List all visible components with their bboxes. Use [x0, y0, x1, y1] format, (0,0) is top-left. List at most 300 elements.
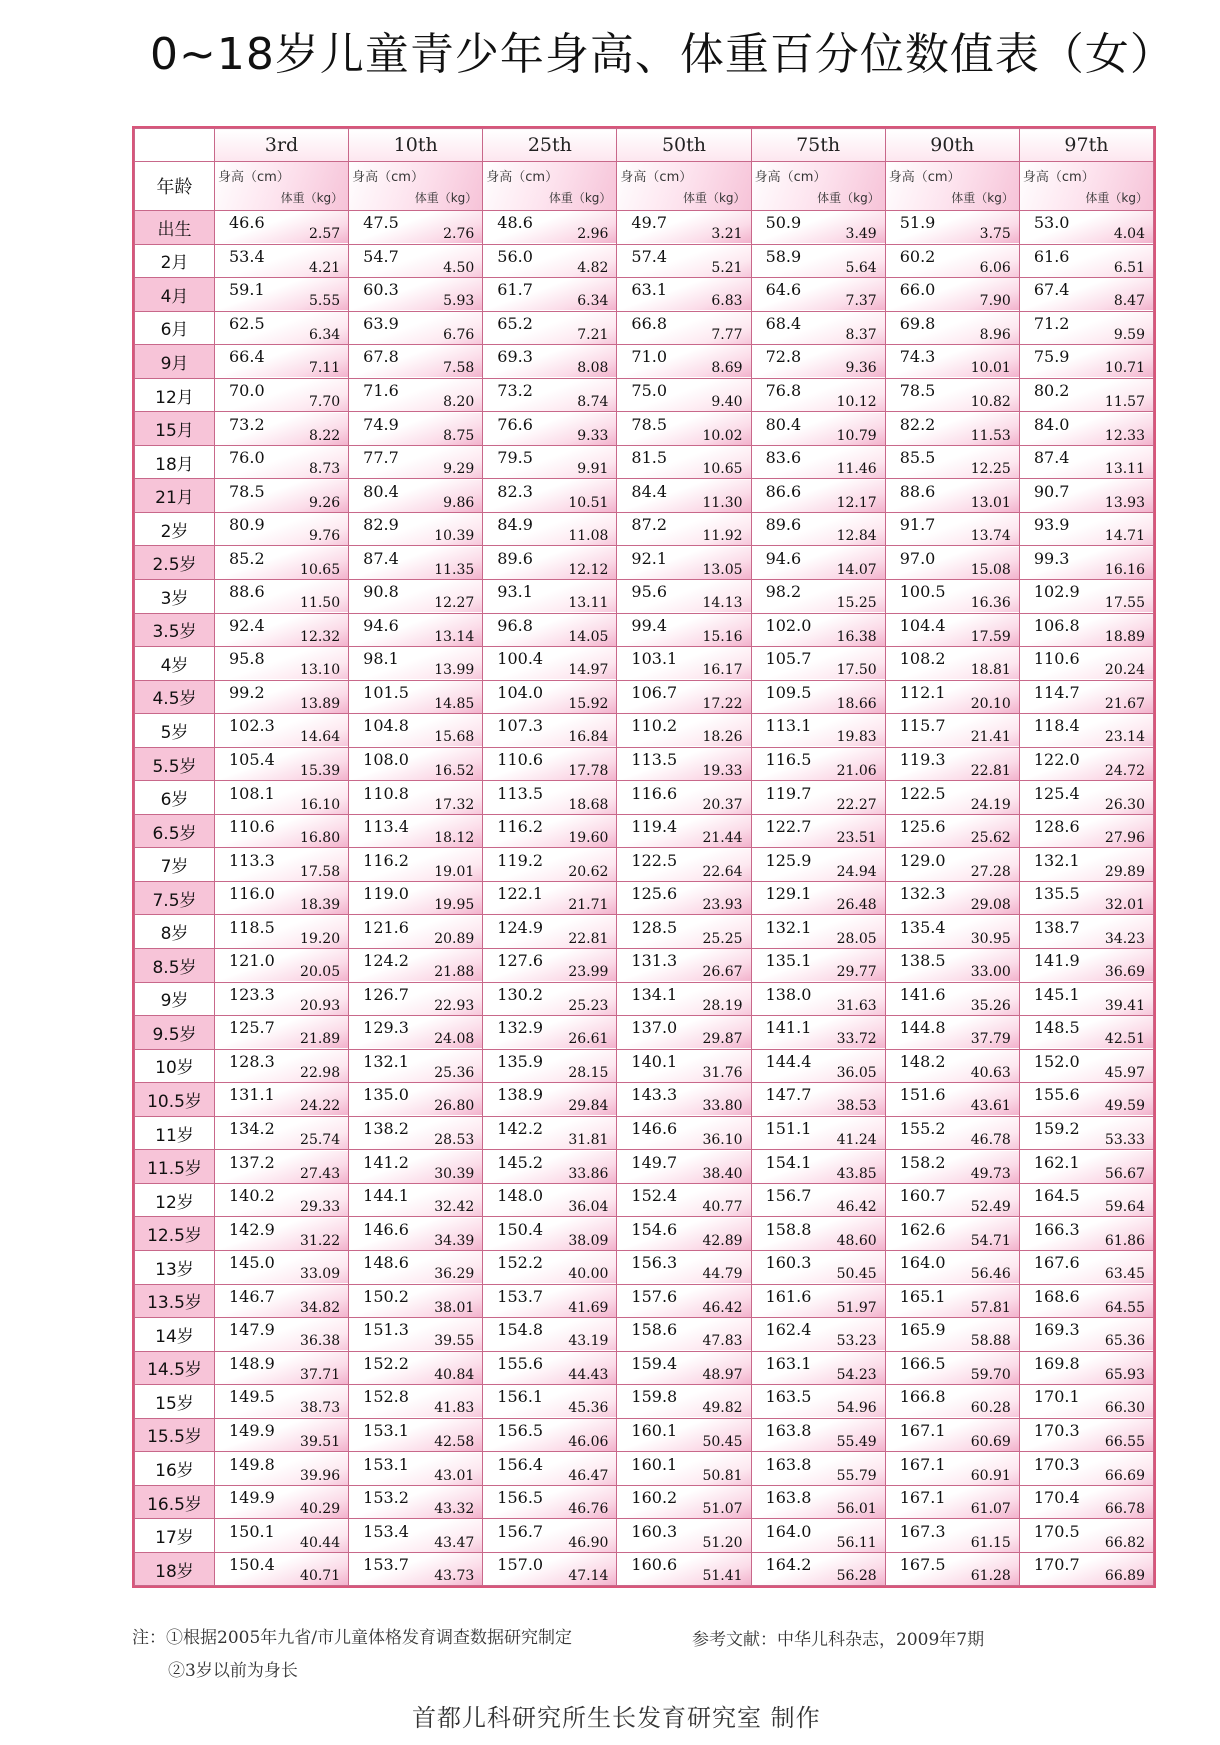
value-cell [751, 1351, 885, 1385]
weight-value: 43.85 [836, 1165, 877, 1182]
height-value: 110.8 [363, 783, 409, 803]
age-cell: 13.5岁 [135, 1284, 215, 1318]
height-value: 110.6 [1033, 649, 1080, 669]
value-cell [617, 1284, 751, 1318]
value-cell [1019, 211, 1153, 245]
weight-value: 19.20 [300, 930, 341, 947]
height-value: 141.6 [899, 984, 946, 1004]
weight-value: 14.97 [568, 662, 609, 679]
value-cell [1019, 1083, 1153, 1117]
value-cell [885, 378, 1019, 412]
height-value: 138.0 [765, 984, 812, 1004]
value-cell [617, 747, 751, 781]
weight-value: 48.97 [702, 1366, 743, 1383]
height-value: 125.4 [1033, 783, 1080, 803]
value-cell [617, 1116, 751, 1150]
height-value: 153.7 [363, 1555, 409, 1575]
weight-value: 9.40 [711, 394, 743, 410]
weight-value: 66.30 [1104, 1400, 1145, 1417]
height-value: 57.4 [631, 246, 668, 266]
value-cell [215, 580, 349, 614]
height-value: 132.1 [1033, 850, 1080, 870]
weight-value: 14.13 [702, 595, 743, 612]
weight-value: 31.81 [568, 1132, 609, 1149]
weight-value: 21.88 [434, 964, 475, 981]
height-value: 166.5 [899, 1353, 946, 1373]
weight-value: 17.58 [300, 863, 341, 880]
weight-value: 14.05 [568, 628, 609, 645]
weight-value: 33.80 [702, 1098, 743, 1115]
weight-value: 60.91 [970, 1467, 1011, 1484]
weight-value: 8.22 [308, 427, 341, 444]
value-cell [751, 1552, 885, 1586]
weight-value: 13.01 [970, 494, 1011, 511]
weight-value: 54.96 [836, 1400, 877, 1417]
value-cell [1019, 781, 1153, 815]
height-value: 116.6 [631, 783, 678, 803]
weight-value: 18.81 [970, 662, 1011, 679]
height-label: 身高（cm） [218, 170, 290, 185]
height-value: 166.8 [899, 1387, 946, 1407]
value-cell [885, 881, 1019, 915]
weight-value: 10.65 [300, 561, 341, 578]
weight-value: 18.68 [568, 796, 609, 813]
weight-value: 30.39 [434, 1165, 475, 1182]
value-cell [349, 211, 483, 245]
table-row [135, 814, 1154, 848]
height-value: 84.4 [631, 481, 668, 501]
weight-value: 26.61 [568, 1031, 609, 1048]
value-cell [885, 1318, 1019, 1352]
age-cell: 6月 [135, 311, 215, 345]
value-cell [617, 1183, 751, 1217]
value-cell [1019, 1318, 1153, 1352]
value-cell [215, 1116, 349, 1150]
height-value: 167.5 [899, 1555, 946, 1575]
weight-value: 9.26 [308, 494, 341, 511]
measure-subheader [1019, 162, 1153, 211]
weight-value: 32.42 [434, 1199, 475, 1216]
weight-value: 7.70 [308, 394, 341, 410]
weight-value: 19.83 [836, 729, 877, 746]
height-value: 159.2 [1033, 1119, 1080, 1139]
height-value: 128.6 [1033, 817, 1080, 837]
age-cell: 8.5岁 [135, 949, 215, 983]
weight-value: 34.82 [300, 1299, 341, 1316]
height-value: 48.6 [497, 213, 533, 233]
weight-value: 13.99 [434, 662, 475, 679]
height-value: 153.1 [363, 1420, 409, 1440]
value-cell [483, 781, 617, 815]
measure-subheader [483, 162, 617, 211]
weight-value: 23.14 [1104, 729, 1145, 746]
value-cell [349, 1116, 483, 1150]
height-value: 58.9 [765, 246, 802, 266]
weight-label: 体重（kg） [1085, 191, 1148, 205]
height-value: 124.9 [497, 917, 544, 937]
height-value: 60.2 [899, 246, 936, 266]
weight-value: 43.32 [434, 1501, 475, 1518]
height-value: 144.8 [899, 1018, 946, 1038]
weight-value: 11.50 [300, 595, 341, 612]
weight-value: 49.73 [970, 1165, 1011, 1182]
value-cell [1019, 613, 1153, 647]
weight-value: 59.70 [970, 1366, 1011, 1383]
weight-value: 24.08 [434, 1031, 475, 1048]
value-cell [215, 1250, 349, 1284]
value-cell [751, 714, 885, 748]
weight-value: 18.89 [1104, 628, 1145, 645]
height-value: 54.7 [363, 246, 399, 266]
value-cell [215, 1183, 349, 1217]
value-cell [617, 881, 751, 915]
weight-value: 10.82 [970, 394, 1011, 410]
height-value: 61.6 [1033, 246, 1070, 266]
weight-value: 33.72 [836, 1031, 877, 1048]
weight-value: 61.15 [970, 1534, 1011, 1551]
weight-value: 51.97 [836, 1299, 877, 1316]
weight-value: 49.59 [1104, 1098, 1145, 1115]
height-value: 66.8 [631, 313, 668, 333]
height-value: 150.1 [229, 1521, 275, 1541]
height-value: 155.6 [497, 1353, 544, 1373]
height-value: 115.7 [899, 716, 946, 736]
height-value: 162.1 [1033, 1152, 1080, 1172]
weight-value: 7.21 [577, 326, 609, 343]
value-cell [751, 412, 885, 446]
weight-value: 27.96 [1104, 830, 1145, 847]
value-cell [1019, 647, 1153, 681]
weight-value: 6.83 [711, 293, 743, 310]
height-value: 128.5 [631, 917, 678, 937]
height-value: 69.3 [497, 347, 533, 367]
value-cell [1019, 1418, 1153, 1452]
weight-value: 38.01 [434, 1299, 475, 1316]
value-cell [483, 580, 617, 614]
value-cell [617, 412, 751, 446]
height-value: 89.6 [765, 515, 802, 535]
weight-value: 5.21 [711, 259, 743, 276]
weight-value: 43.73 [434, 1568, 475, 1585]
value-cell [617, 1418, 751, 1452]
height-value: 97.0 [899, 548, 936, 568]
weight-value: 10.01 [970, 360, 1011, 377]
weight-value: 49.82 [702, 1400, 743, 1417]
weight-value: 61.86 [1104, 1232, 1145, 1249]
weight-value: 13.10 [300, 662, 341, 679]
weight-value: 16.10 [300, 796, 341, 813]
height-value: 141.2 [363, 1152, 409, 1172]
weight-value: 10.71 [1104, 360, 1145, 377]
weight-label: 体重（kg） [414, 191, 478, 205]
height-value: 80.2 [1033, 381, 1070, 400]
weight-value: 35.26 [970, 997, 1011, 1014]
value-cell [1019, 915, 1153, 949]
height-value: 110.6 [497, 750, 544, 770]
weight-value: 3.75 [979, 226, 1011, 243]
height-label: 身高（cm） [486, 170, 559, 185]
weight-label: 体重（kg） [280, 191, 344, 205]
height-value: 153.1 [363, 1454, 409, 1474]
height-value: 75.9 [1033, 347, 1070, 367]
weight-value: 27.28 [970, 863, 1011, 880]
weight-value: 38.09 [568, 1232, 609, 1249]
table-row [135, 378, 1154, 412]
weight-value: 66.78 [1104, 1501, 1145, 1518]
value-cell [1019, 1385, 1153, 1419]
height-value: 151.6 [899, 1085, 946, 1105]
measure-subheader [349, 162, 483, 211]
value-cell [215, 512, 349, 546]
height-value: 103.1 [631, 649, 678, 669]
height-value: 129.1 [765, 884, 812, 904]
height-value: 116.2 [363, 850, 409, 870]
height-value: 83.6 [765, 448, 802, 468]
height-value: 140.1 [631, 1051, 678, 1071]
value-cell [885, 278, 1019, 312]
height-value: 160.1 [631, 1420, 678, 1440]
weight-value: 16.16 [1104, 561, 1145, 578]
value-cell [349, 445, 483, 479]
value-cell [215, 848, 349, 882]
value-cell [349, 647, 483, 681]
height-value: 154.8 [497, 1320, 544, 1340]
weight-value: 12.12 [568, 561, 609, 578]
value-cell [751, 479, 885, 513]
height-value: 74.9 [363, 414, 399, 434]
weight-value: 6.76 [443, 326, 475, 343]
weight-label: 体重（kg） [548, 191, 612, 205]
table-row [135, 680, 1154, 714]
height-value: 145.2 [497, 1152, 544, 1172]
weight-value: 44.79 [702, 1266, 743, 1283]
value-cell [483, 512, 617, 546]
weight-value: 5.55 [308, 293, 341, 310]
height-value: 132.9 [497, 1018, 544, 1038]
weight-value: 9.91 [577, 461, 609, 478]
weight-value: 29.84 [568, 1098, 609, 1115]
height-value: 151.3 [363, 1320, 409, 1340]
weight-value: 10.51 [568, 494, 609, 511]
weight-value: 15.68 [434, 729, 475, 746]
height-value: 156.7 [497, 1521, 544, 1541]
table-row [135, 311, 1154, 345]
height-value: 131.1 [229, 1085, 275, 1105]
height-value: 160.3 [765, 1253, 812, 1273]
value-cell [1019, 1284, 1153, 1318]
height-value: 160.2 [631, 1488, 678, 1508]
weight-value: 13.05 [702, 561, 743, 578]
weight-value: 2.57 [308, 226, 341, 243]
value-cell [349, 1351, 483, 1385]
height-value: 102.0 [765, 615, 812, 635]
value-cell [617, 781, 751, 815]
weight-value: 15.16 [702, 628, 743, 645]
value-cell [1019, 982, 1153, 1016]
percentile-header: 10th [349, 129, 483, 162]
weight-value: 29.33 [300, 1199, 341, 1216]
height-value: 116.0 [229, 884, 275, 904]
value-cell [483, 345, 617, 379]
weight-value: 10.65 [702, 461, 743, 478]
header-corner [135, 129, 215, 162]
height-value: 150.2 [363, 1286, 409, 1306]
height-value: 68.4 [765, 313, 802, 333]
value-cell [349, 1552, 483, 1586]
weight-value: 19.01 [434, 863, 475, 880]
value-cell [617, 546, 751, 580]
height-value: 98.1 [363, 649, 399, 669]
value-cell [617, 1250, 751, 1284]
value-cell [349, 1049, 483, 1083]
value-cell [349, 1183, 483, 1217]
age-cell: 18月 [135, 445, 215, 479]
weight-value: 36.10 [702, 1132, 743, 1149]
table-row [135, 412, 1154, 446]
weight-value: 12.84 [836, 528, 877, 545]
value-cell [885, 412, 1019, 446]
value-cell [215, 949, 349, 983]
height-value: 72.8 [765, 347, 802, 367]
height-value: 138.5 [899, 951, 946, 971]
value-cell [349, 512, 483, 546]
height-value: 77.7 [363, 448, 399, 468]
age-cell: 11.5岁 [135, 1150, 215, 1184]
weight-value: 48.60 [836, 1232, 877, 1249]
weight-value: 26.67 [702, 964, 743, 981]
table-row [135, 1351, 1154, 1385]
height-value: 148.5 [1033, 1018, 1080, 1038]
weight-value: 41.83 [434, 1400, 475, 1417]
height-value: 71.0 [631, 347, 668, 367]
weight-value: 9.59 [1113, 326, 1145, 343]
value-cell [215, 1418, 349, 1452]
weight-value: 15.39 [300, 763, 341, 780]
height-value: 102.3 [229, 716, 275, 736]
percentile-header: 3rd [215, 129, 349, 162]
value-cell [1019, 1183, 1153, 1217]
height-value: 59.1 [229, 280, 265, 300]
value-cell [751, 1385, 885, 1419]
value-cell [617, 982, 751, 1016]
age-cell: 5.5岁 [135, 747, 215, 781]
value-cell [349, 982, 483, 1016]
weight-value: 24.72 [1104, 763, 1145, 780]
value-cell [483, 747, 617, 781]
value-cell [483, 982, 617, 1016]
weight-value: 3.21 [711, 226, 743, 243]
weight-value: 13.11 [568, 595, 609, 612]
value-cell [215, 1016, 349, 1050]
value-cell [1019, 1351, 1153, 1385]
age-cell: 3岁 [135, 580, 215, 614]
weight-value: 8.37 [845, 326, 877, 343]
age-cell: 10岁 [135, 1049, 215, 1083]
weight-value: 9.86 [443, 494, 475, 511]
value-cell [617, 479, 751, 513]
table-row [135, 512, 1154, 546]
age-cell: 4岁 [135, 647, 215, 681]
table-row [135, 345, 1154, 379]
value-cell [1019, 1049, 1153, 1083]
value-cell [617, 647, 751, 681]
height-value: 74.3 [899, 347, 936, 367]
height-value: 118.4 [1033, 716, 1080, 736]
value-cell [1019, 1150, 1153, 1184]
weight-value: 2.96 [577, 226, 609, 243]
weight-value: 46.78 [970, 1132, 1011, 1149]
value-cell [349, 311, 483, 345]
value-cell [751, 512, 885, 546]
footer-credit: 首都儿科研究所生长发育研究室 制作 [412, 1704, 821, 1732]
height-value: 94.6 [765, 548, 802, 568]
value-cell [483, 1552, 617, 1586]
height-value: 148.0 [497, 1186, 544, 1206]
value-cell [885, 546, 1019, 580]
weight-value: 6.51 [1113, 259, 1145, 276]
height-value: 151.1 [765, 1119, 812, 1139]
height-value: 108.2 [899, 649, 946, 669]
value-cell [1019, 278, 1153, 312]
weight-value: 38.40 [702, 1165, 743, 1182]
height-value: 144.4 [765, 1051, 812, 1071]
table-row [135, 613, 1154, 647]
table-row [135, 848, 1154, 882]
value-cell [483, 881, 617, 915]
height-value: 75.0 [631, 381, 668, 400]
value-cell [885, 479, 1019, 513]
height-value: 147.9 [229, 1320, 275, 1340]
weight-value: 13.11 [1104, 461, 1145, 478]
height-value: 108.0 [363, 750, 409, 770]
height-value: 122.1 [497, 884, 544, 904]
height-value: 125.7 [229, 1018, 275, 1038]
weight-value: 43.01 [434, 1467, 475, 1484]
value-cell [1019, 412, 1153, 446]
height-value: 163.5 [765, 1387, 812, 1407]
value-cell [885, 1183, 1019, 1217]
age-cell: 17岁 [135, 1519, 215, 1553]
weight-value: 23.93 [702, 897, 743, 914]
value-cell [349, 1284, 483, 1318]
weight-value: 34.23 [1104, 930, 1145, 947]
height-value: 105.7 [765, 649, 812, 669]
weight-value: 37.71 [300, 1366, 341, 1383]
value-cell [885, 1250, 1019, 1284]
weight-value: 8.08 [577, 360, 609, 377]
weight-value: 27.43 [300, 1165, 341, 1182]
height-value: 170.4 [1033, 1488, 1080, 1508]
weight-value: 64.55 [1104, 1299, 1145, 1316]
height-value: 87.4 [1033, 448, 1070, 468]
weight-value: 25.74 [300, 1132, 341, 1149]
value-cell [483, 1318, 617, 1352]
value-cell [215, 781, 349, 815]
weight-value: 20.93 [300, 997, 341, 1014]
height-value: 108.1 [229, 783, 275, 803]
height-value: 93.1 [497, 582, 533, 602]
weight-value: 9.33 [577, 427, 609, 444]
height-value: 142.2 [497, 1119, 544, 1139]
value-cell [617, 1519, 751, 1553]
measure-subheader [885, 162, 1019, 211]
height-value: 84.9 [497, 515, 533, 535]
table-row [135, 781, 1154, 815]
value-cell [885, 848, 1019, 882]
height-value: 148.9 [229, 1353, 275, 1373]
value-cell [483, 680, 617, 714]
weight-value: 39.51 [300, 1433, 341, 1450]
